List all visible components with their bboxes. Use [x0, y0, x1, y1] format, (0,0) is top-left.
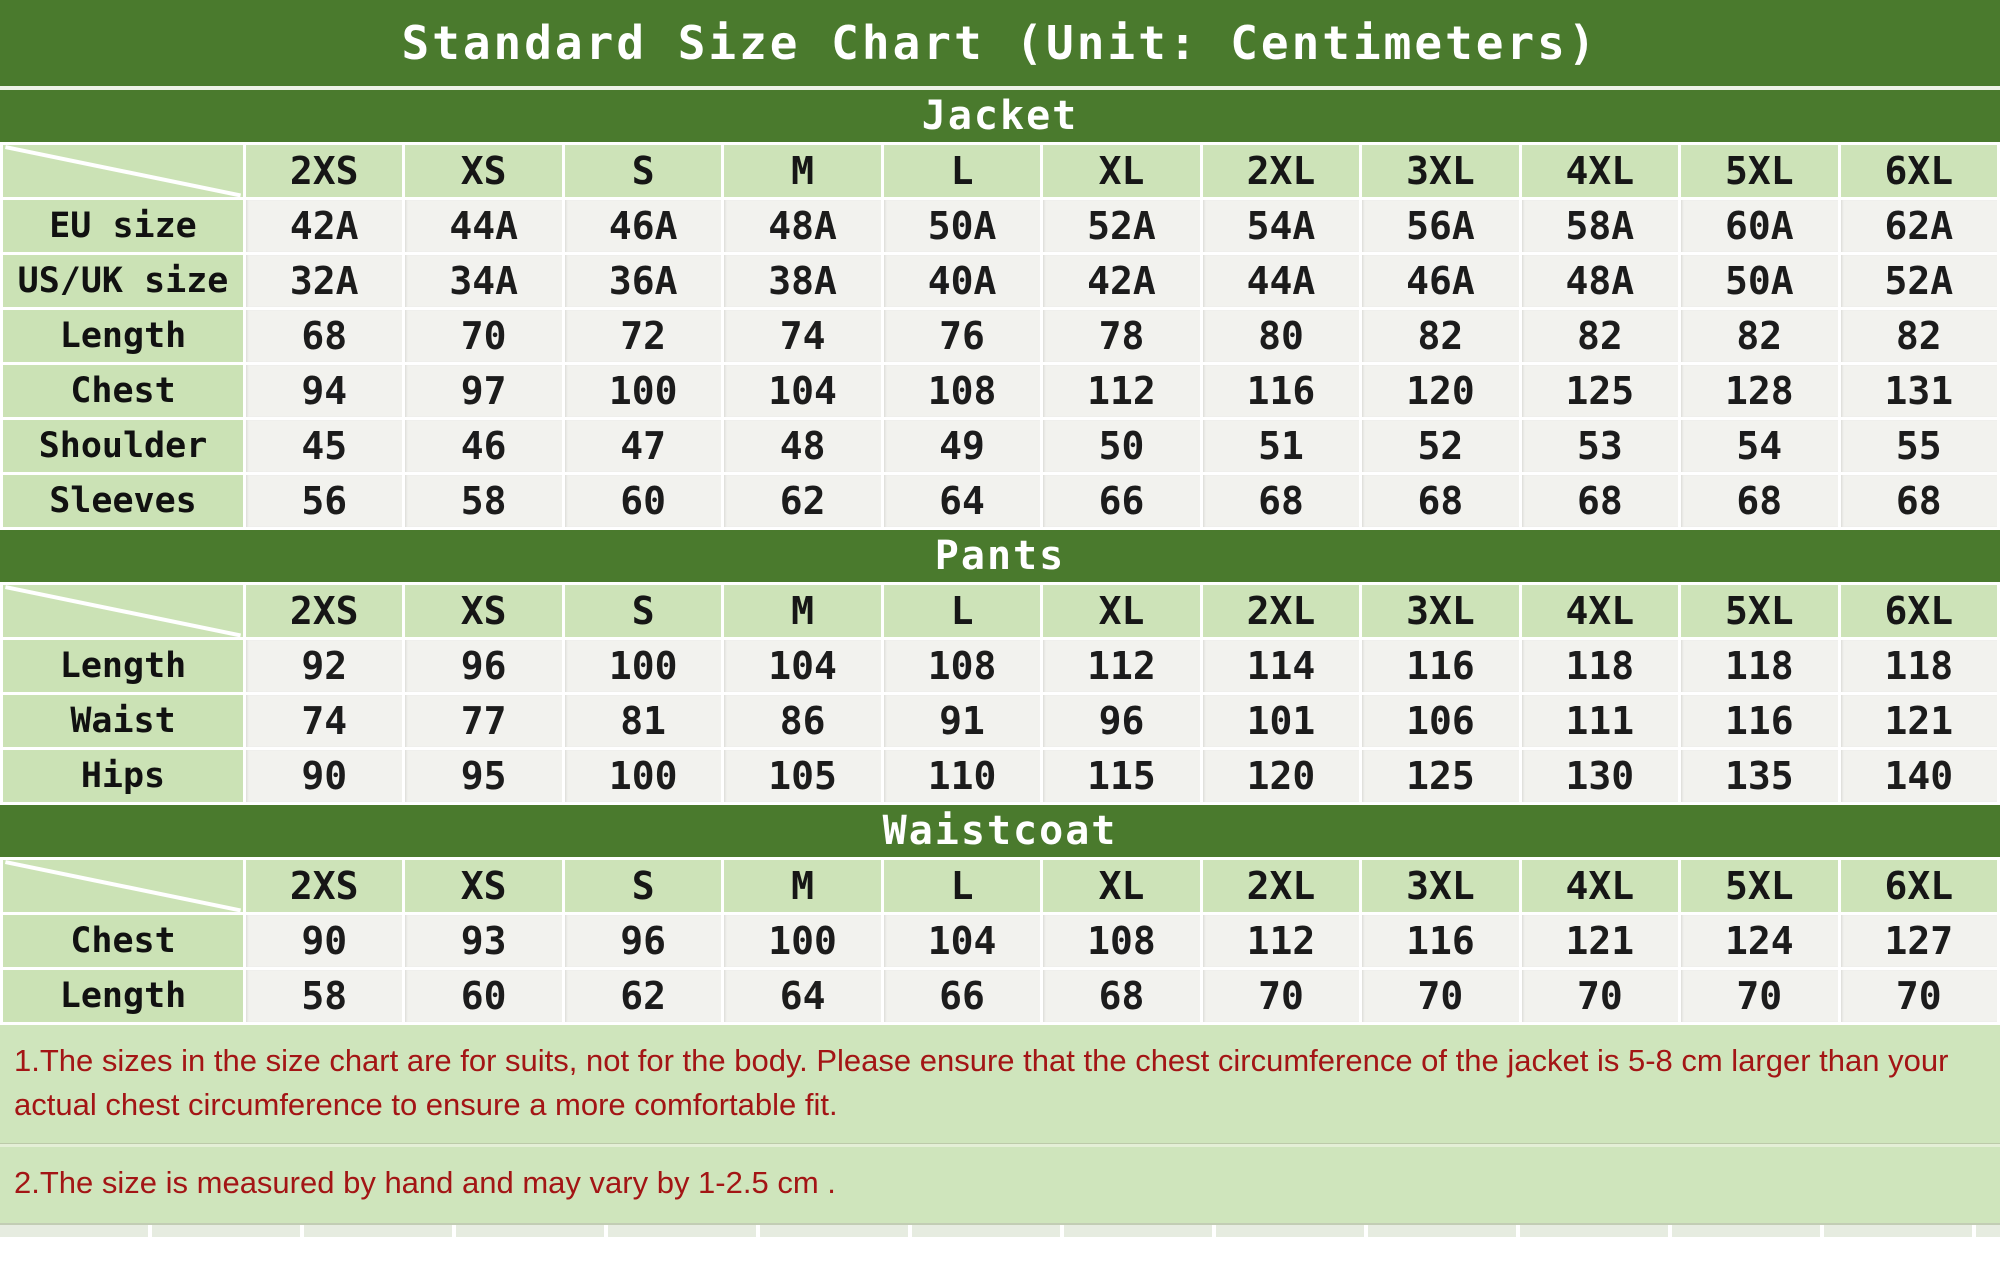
value-cell: 90 [246, 915, 402, 967]
row-label-cell: Waist [3, 695, 243, 747]
size-header-cell: XL [1043, 585, 1199, 637]
value-cell: 116 [1362, 915, 1518, 967]
value-cell: 38A [724, 255, 880, 307]
size-header-cell: 6XL [1841, 585, 1997, 637]
value-cell: 86 [724, 695, 880, 747]
section-title: Waistcoat [882, 808, 1118, 854]
size-header-cell: 4XL [1522, 860, 1678, 912]
value-cell: 92 [246, 640, 402, 692]
size-header-cell: M [724, 585, 880, 637]
value-cell: 111 [1522, 695, 1678, 747]
size-header-cell: 3XL [1362, 145, 1518, 197]
table-row [3, 200, 1997, 252]
value-cell: 60A [1681, 200, 1837, 252]
size-header-cell: 4XL [1522, 585, 1678, 637]
value-cell: 40A [884, 255, 1040, 307]
size-header-cell: XS [405, 145, 561, 197]
value-cell: 46A [565, 200, 721, 252]
value-cell: 82 [1681, 310, 1837, 362]
size-header-cell: 5XL [1681, 145, 1837, 197]
size-header-cell: XL [1043, 860, 1199, 912]
row-label-cell: Length [3, 310, 243, 362]
value-cell: 70 [1841, 970, 1997, 1022]
value-cell: 50A [1681, 255, 1837, 307]
value-cell: 46 [405, 420, 561, 472]
size-header-cell: 3XL [1362, 860, 1518, 912]
size-header-cell: 2XS [246, 145, 402, 197]
value-cell: 62 [565, 970, 721, 1022]
size-header-cell: 5XL [1681, 585, 1837, 637]
value-cell: 56A [1362, 200, 1518, 252]
value-cell: 108 [884, 640, 1040, 692]
value-cell: 42A [1043, 255, 1199, 307]
row-label-cell: Chest [3, 365, 243, 417]
value-cell: 62 [724, 475, 880, 527]
jacket-section-header [0, 90, 2000, 142]
section-waistcoat [0, 805, 2000, 1025]
value-cell: 76 [884, 310, 1040, 362]
table-row [3, 310, 1997, 362]
diagonal-line-icon [3, 145, 243, 197]
table-row [3, 750, 1997, 802]
value-cell: 82 [1841, 310, 1997, 362]
value-cell: 124 [1681, 915, 1837, 967]
value-cell: 105 [724, 750, 880, 802]
value-cell: 125 [1362, 750, 1518, 802]
table-row [3, 475, 1997, 527]
value-cell: 34A [405, 255, 561, 307]
size-header-cell: 2XL [1203, 145, 1359, 197]
value-cell: 125 [1522, 365, 1678, 417]
value-cell: 140 [1841, 750, 1997, 802]
value-cell: 100 [565, 365, 721, 417]
value-cell: 108 [884, 365, 1040, 417]
corner-diagonal-cell [3, 145, 243, 197]
value-cell: 64 [724, 970, 880, 1022]
value-cell: 118 [1522, 640, 1678, 692]
note-2: 2.The size is measured by hand and may vary by 1-2.5 cm . [14, 1165, 836, 1201]
value-cell: 60 [565, 475, 721, 527]
section-title: Jacket [921, 93, 1079, 139]
value-cell: 108 [1043, 915, 1199, 967]
value-cell: 68 [1043, 970, 1199, 1022]
size-header-cell: M [724, 145, 880, 197]
size-header-cell: 6XL [1841, 860, 1997, 912]
size-header-row [3, 860, 1997, 912]
value-cell: 62A [1841, 200, 1997, 252]
diagonal-line-icon [3, 860, 243, 912]
value-cell: 68 [246, 310, 402, 362]
value-cell: 96 [1043, 695, 1199, 747]
value-cell: 66 [884, 970, 1040, 1022]
value-cell: 44A [405, 200, 561, 252]
value-cell: 48 [724, 420, 880, 472]
table-row [3, 420, 1997, 472]
corner-diagonal-cell [3, 860, 243, 912]
value-cell: 104 [724, 365, 880, 417]
row-label-cell: Sleeves [3, 475, 243, 527]
value-cell: 121 [1522, 915, 1678, 967]
value-cell: 48A [724, 200, 880, 252]
value-cell: 120 [1203, 750, 1359, 802]
row-label-cell: Length [3, 640, 243, 692]
waistcoat-size-table [0, 857, 2000, 1025]
value-cell: 70 [1362, 970, 1518, 1022]
value-cell: 77 [405, 695, 561, 747]
value-cell: 51 [1203, 420, 1359, 472]
value-cell: 104 [724, 640, 880, 692]
size-header-cell: 2XL [1203, 585, 1359, 637]
row-label-cell: Shoulder [3, 420, 243, 472]
table-row [3, 255, 1997, 307]
value-cell: 112 [1043, 365, 1199, 417]
size-header-cell: 5XL [1681, 860, 1837, 912]
value-cell: 68 [1522, 475, 1678, 527]
value-cell: 74 [246, 695, 402, 747]
size-header-row [3, 145, 1997, 197]
value-cell: 58A [1522, 200, 1678, 252]
size-header-cell: 4XL [1522, 145, 1678, 197]
value-cell: 58 [246, 970, 402, 1022]
table-row [3, 365, 1997, 417]
value-cell: 112 [1043, 640, 1199, 692]
value-cell: 100 [565, 750, 721, 802]
row-label-cell: EU size [3, 200, 243, 252]
value-cell: 135 [1681, 750, 1837, 802]
table-row [3, 695, 1997, 747]
value-cell: 74 [724, 310, 880, 362]
value-cell: 82 [1362, 310, 1518, 362]
value-cell: 52A [1043, 200, 1199, 252]
value-cell: 127 [1841, 915, 1997, 967]
value-cell: 49 [884, 420, 1040, 472]
value-cell: 53 [1522, 420, 1678, 472]
value-cell: 68 [1841, 475, 1997, 527]
value-cell: 50A [884, 200, 1040, 252]
value-cell: 44A [1203, 255, 1359, 307]
size-header-cell: L [884, 860, 1040, 912]
value-cell: 52A [1841, 255, 1997, 307]
size-header-cell: 2XS [246, 585, 402, 637]
value-cell: 47 [565, 420, 721, 472]
page-title-text: Standard Size Chart (Unit: Centimeters) [401, 16, 1599, 70]
diagonal-line-icon [3, 585, 243, 637]
value-cell: 60 [405, 970, 561, 1022]
note-1: 1.The sizes in the size chart are for suits, not for the body. Please ensure that the chest circumference of the jacket is 5-8 cm larger than your actual chest circumference to ensure a more comfortable fit. [14, 1043, 1949, 1123]
row-label-cell: US/UK size [3, 255, 243, 307]
value-cell: 81 [565, 695, 721, 747]
size-header-cell: S [565, 585, 721, 637]
value-cell: 66 [1043, 475, 1199, 527]
size-header-cell: XL [1043, 145, 1199, 197]
row-label-cell: Hips [3, 750, 243, 802]
value-cell: 68 [1681, 475, 1837, 527]
value-cell: 93 [405, 915, 561, 967]
size-header-cell: 6XL [1841, 145, 1997, 197]
value-cell: 118 [1841, 640, 1997, 692]
value-cell: 58 [405, 475, 561, 527]
value-cell: 70 [1522, 970, 1678, 1022]
value-cell: 52 [1362, 420, 1518, 472]
size-header-cell: XS [405, 585, 561, 637]
corner-diagonal-cell [3, 585, 243, 637]
size-header-cell: L [884, 145, 1040, 197]
value-cell: 96 [405, 640, 561, 692]
value-cell: 70 [1203, 970, 1359, 1022]
jacket-size-table [0, 142, 2000, 530]
value-cell: 104 [884, 915, 1040, 967]
size-header-cell: M [724, 860, 880, 912]
value-cell: 118 [1681, 640, 1837, 692]
value-cell: 54A [1203, 200, 1359, 252]
notes-footer [0, 1025, 2000, 1237]
size-header-cell: 3XL [1362, 585, 1518, 637]
size-header-cell: S [565, 860, 721, 912]
value-cell: 45 [246, 420, 402, 472]
value-cell: 110 [884, 750, 1040, 802]
value-cell: 115 [1043, 750, 1199, 802]
table-row [3, 640, 1997, 692]
row-label-cell: Chest [3, 915, 243, 967]
value-cell: 36A [565, 255, 721, 307]
value-cell: 114 [1203, 640, 1359, 692]
value-cell: 54 [1681, 420, 1837, 472]
value-cell: 90 [246, 750, 402, 802]
value-cell: 80 [1203, 310, 1359, 362]
value-cell: 100 [724, 915, 880, 967]
value-cell: 95 [405, 750, 561, 802]
value-cell: 68 [1203, 475, 1359, 527]
value-cell: 121 [1841, 695, 1997, 747]
section-jacket [0, 90, 2000, 530]
value-cell: 91 [884, 695, 1040, 747]
value-cell: 70 [1681, 970, 1837, 1022]
value-cell: 94 [246, 365, 402, 417]
pants-size-table [0, 582, 2000, 805]
value-cell: 116 [1681, 695, 1837, 747]
size-header-cell: S [565, 145, 721, 197]
value-cell: 96 [565, 915, 721, 967]
waistcoat-section-header [0, 805, 2000, 857]
value-cell: 100 [565, 640, 721, 692]
bottom-strip [0, 1223, 2000, 1237]
size-header-cell: L [884, 585, 1040, 637]
pants-section-header [0, 530, 2000, 582]
value-cell: 56 [246, 475, 402, 527]
value-cell: 131 [1841, 365, 1997, 417]
value-cell: 101 [1203, 695, 1359, 747]
value-cell: 120 [1362, 365, 1518, 417]
size-header-cell: XS [405, 860, 561, 912]
value-cell: 70 [405, 310, 561, 362]
value-cell: 50 [1043, 420, 1199, 472]
value-cell: 32A [246, 255, 402, 307]
size-header-row [3, 585, 1997, 637]
value-cell: 128 [1681, 365, 1837, 417]
value-cell: 78 [1043, 310, 1199, 362]
value-cell: 82 [1522, 310, 1678, 362]
value-cell: 48A [1522, 255, 1678, 307]
size-header-cell: 2XL [1203, 860, 1359, 912]
note-divider [0, 1143, 2000, 1147]
value-cell: 55 [1841, 420, 1997, 472]
table-row [3, 915, 1997, 967]
value-cell: 116 [1362, 640, 1518, 692]
value-cell: 116 [1203, 365, 1359, 417]
value-cell: 97 [405, 365, 561, 417]
value-cell: 72 [565, 310, 721, 362]
value-cell: 130 [1522, 750, 1678, 802]
section-pants [0, 530, 2000, 805]
value-cell: 46A [1362, 255, 1518, 307]
value-cell: 112 [1203, 915, 1359, 967]
page-title [0, 0, 2000, 90]
value-cell: 42A [246, 200, 402, 252]
section-title: Pants [934, 533, 1066, 579]
value-cell: 64 [884, 475, 1040, 527]
value-cell: 68 [1362, 475, 1518, 527]
row-label-cell: Length [3, 970, 243, 1022]
table-row [3, 970, 1997, 1022]
value-cell: 106 [1362, 695, 1518, 747]
size-header-cell: 2XS [246, 860, 402, 912]
